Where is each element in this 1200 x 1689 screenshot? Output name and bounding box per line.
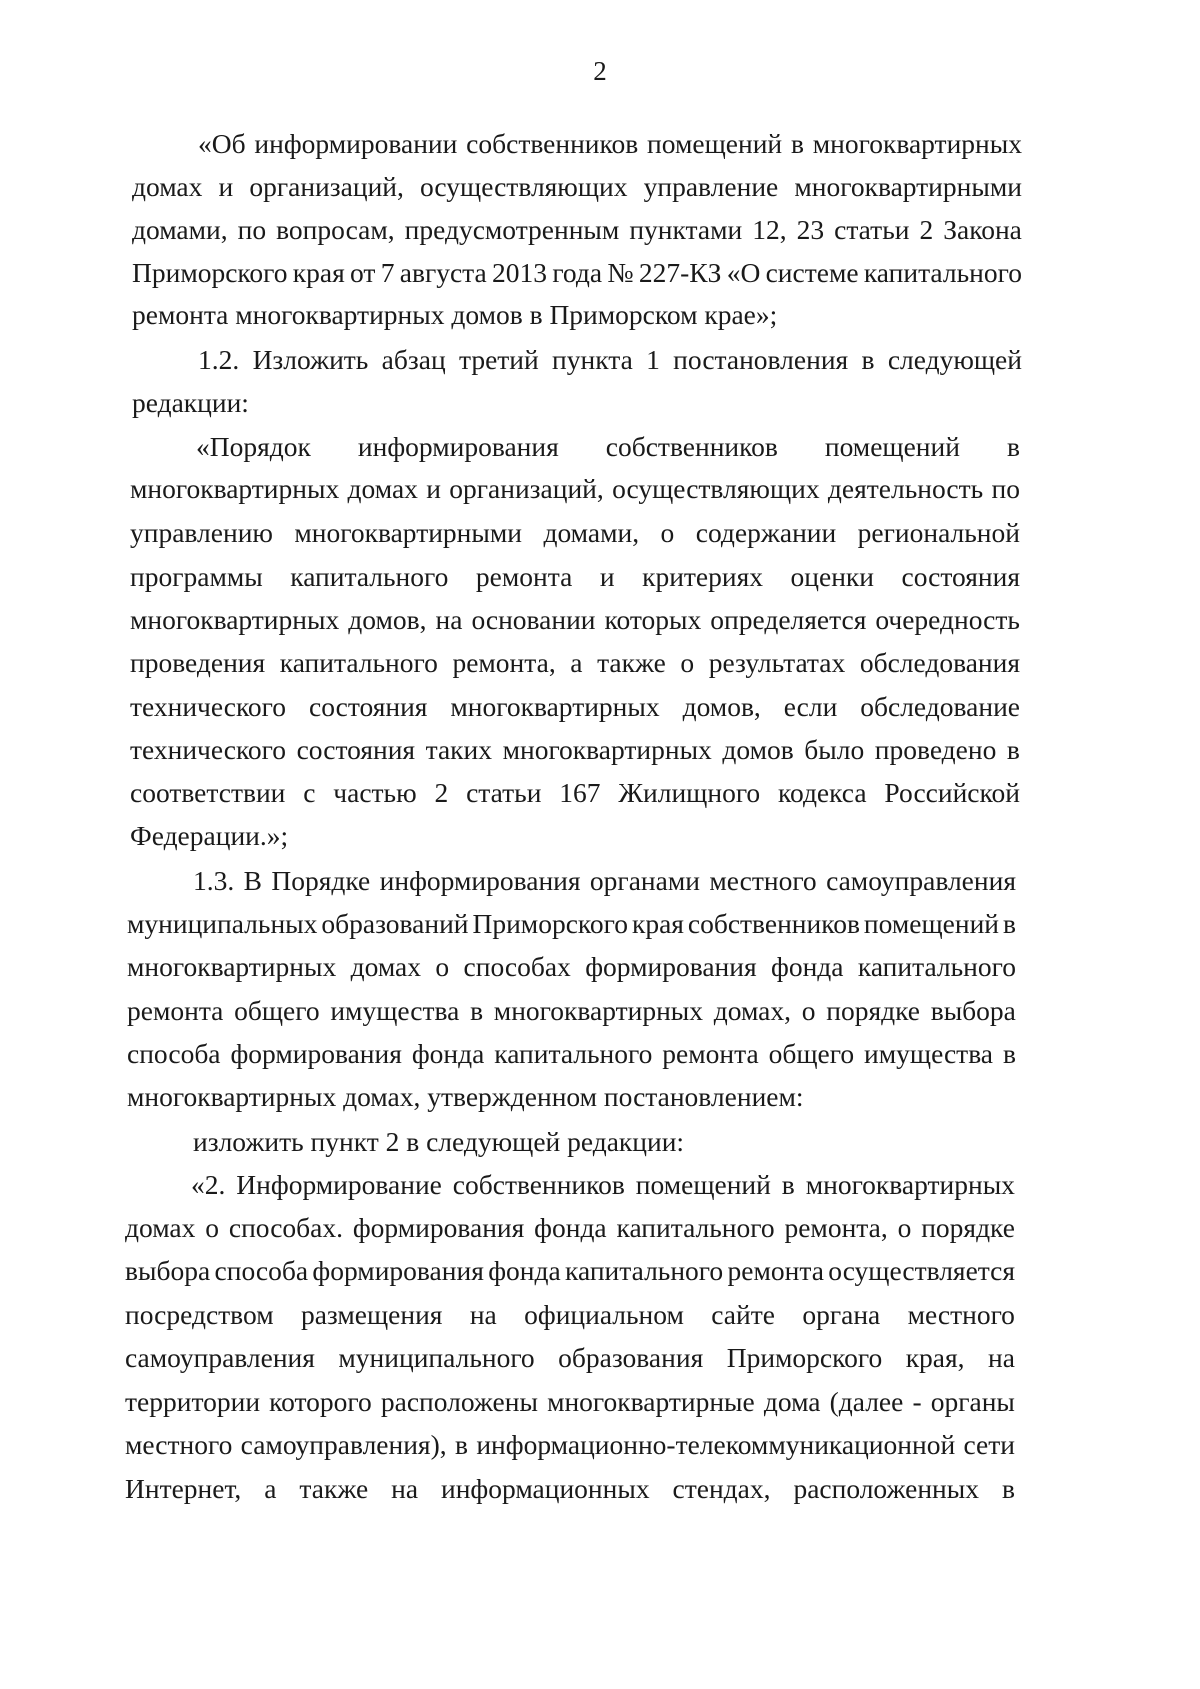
text-line: проведения капитального ремонта, а также о результатах обследования bbox=[130, 647, 1020, 678]
text-line: Интернет, а также на информационных стендах, расположенных в bbox=[125, 1473, 1015, 1504]
text-line: 1.3. В Порядке информирования органами местного самоуправления bbox=[193, 865, 1016, 896]
text-line: муниципальных образований Приморского края собственников помещений в bbox=[127, 908, 1016, 939]
text-line: ремонта многоквартирных домов в Приморском крае»; bbox=[132, 299, 778, 330]
text-line: «2. Информирование собственников помещений в многоквартирных bbox=[191, 1169, 1015, 1200]
text-line: выбора способа формирования фонда капитального ремонта осуществляется bbox=[125, 1255, 1015, 1286]
page-number: 2 bbox=[593, 56, 607, 86]
text-line: программы капитального ремонта и критериях оценки состояния bbox=[130, 561, 1020, 592]
text-line: соответствии с частью 2 статьи 167 Жилищного кодекса Российской bbox=[130, 777, 1020, 808]
text-line: домах о способах. формирования фонда капитального ремонта, о порядке bbox=[125, 1212, 1015, 1243]
text-line: местного самоуправления), в информационно-телекоммуникационной сети bbox=[125, 1429, 1015, 1460]
text-line: способа формирования фонда капитального ремонта общего имущества в bbox=[127, 1038, 1016, 1069]
text-line: «Об информировании собственников помещений в многоквартирных bbox=[198, 128, 1022, 159]
text-line: ремонта общего имущества в многоквартирных домах, о порядке выбора bbox=[127, 995, 1016, 1026]
text-line: Приморского края от 7 августа 2013 года № 227-КЗ «О системе капитального bbox=[132, 257, 1022, 288]
text-line: управлению многоквартирными домами, о содержании региональной bbox=[130, 517, 1020, 548]
text-line: домах и организаций, осуществляющих управление многоквартирными bbox=[132, 171, 1022, 202]
text-line: многоквартирных домах и организаций, осуществляющих деятельность по bbox=[130, 473, 1020, 504]
text-line: технического состояния многоквартирных домов, если обследование bbox=[130, 691, 1020, 722]
text-line: Федерации.»; bbox=[130, 820, 289, 851]
text-line: территории которого расположены многоквартирные дома (далее - органы bbox=[125, 1386, 1015, 1417]
text-line: многоквартирных домах, утвержденном постановлением: bbox=[127, 1081, 804, 1112]
text-line: изложить пункт 2 в следующей редакции: bbox=[193, 1126, 685, 1157]
text-line: 1.2. Изложить абзац третий пункта 1 постановления в следующей bbox=[198, 344, 1022, 375]
text-line: технического состояния таких многоквартирных домов было проведено в bbox=[130, 734, 1020, 765]
text-line: самоуправления муниципального образования Приморского края, на bbox=[125, 1342, 1015, 1373]
text-line: редакции: bbox=[132, 387, 249, 418]
text-line: посредством размещения на официальном сайте органа местного bbox=[125, 1299, 1015, 1330]
text-line: многоквартирных домов, на основании которых определяется очередность bbox=[130, 604, 1020, 635]
text-line: многоквартирных домах о способах формирования фонда капитального bbox=[127, 951, 1016, 982]
text-line: «Порядок информирования собственников помещений в bbox=[196, 431, 1020, 462]
text-line: домами, по вопросам, предусмотренным пунктами 12, 23 статьи 2 Закона bbox=[132, 214, 1022, 245]
